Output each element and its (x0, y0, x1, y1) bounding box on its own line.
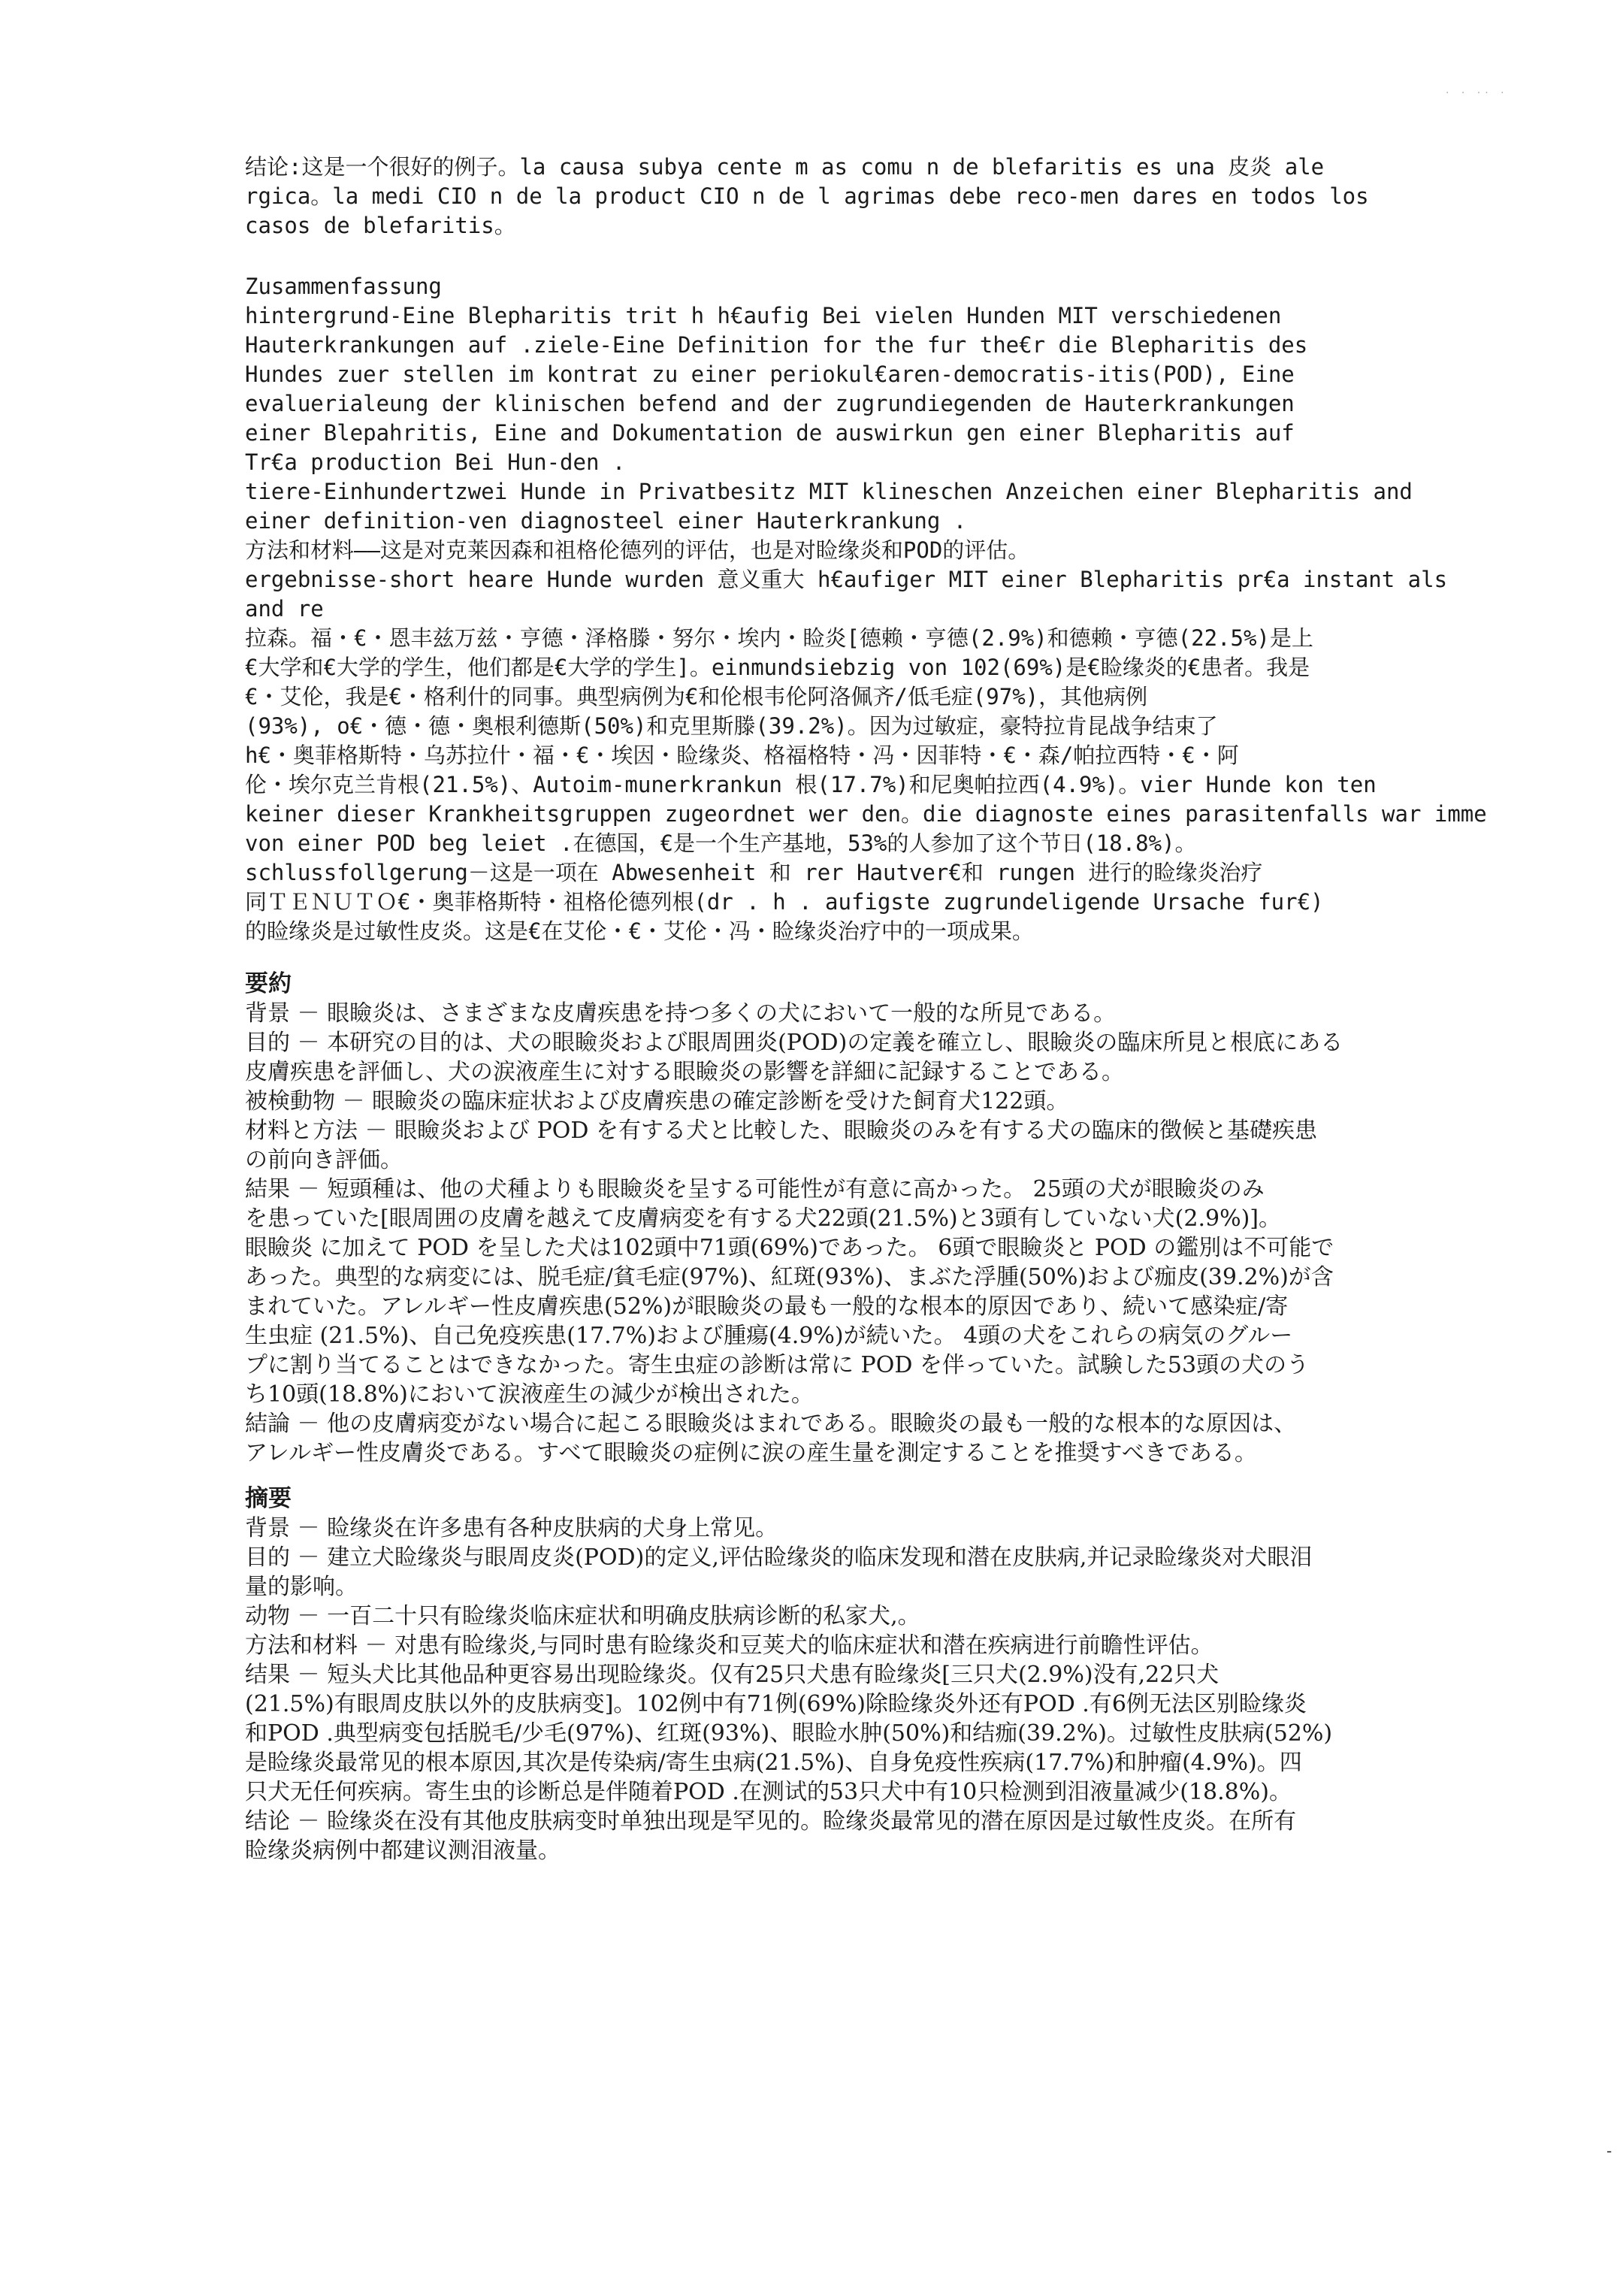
japanese-summary-section (245, 969, 1522, 1468)
chinese-summary-heading: 摘要 (245, 1485, 292, 1512)
edge-mark: - (1606, 2142, 1612, 2160)
chinese-conclusion-paragraph: 结论 － 睑缘炎在没有其他皮肤病变时单独出现是罕见的。睑缘炎最常见的潜在原因是过敏性皮炎。在所有 睑缘炎病例中都建议测泪液量。 (245, 1808, 1297, 1864)
german-animals-paragraph: tiere-Einhundertzwei Hunde in Privatbesitz MIT klineschen Anzeichen einer Blepharitis and einer definition-ven diagnosteel einer Hauterkrankung . (245, 479, 1413, 534)
japanese-methods-paragraph: 材料と方法 － 眼瞼炎および POD を有する犬と比較した、眼瞼炎のみを有する犬の臨床的徴候と基礎疾患 の前向き評価。 (245, 1118, 1317, 1173)
chinese-objective-paragraph: 目的 － 建立犬睑缘炎与眼周皮炎(POD)的定义,评估睑缘炎的临床发现和潜在皮肤病,并记录睑缘炎对犬眼泪 量的影响。 (245, 1544, 1313, 1600)
chinese-background-paragraph: 背景 － 睑缘炎在许多患有各种皮肤病的犬身上常见。 (245, 1515, 778, 1541)
chinese-methods-paragraph: 方法和材料 － 对患有睑缘炎,与同时患有睑缘炎和豆荚犬的临床症状和潜在疾病进行前瞻性评估。 (245, 1632, 1213, 1659)
japanese-results-paragraph: 結果 － 短頭種は、他の犬種よりも眼瞼炎を呈する可能性が有意に高かった。 25頭の犬が眼瞼炎のみ を患っていた[眼周囲の皮膚を越えて皮膚病変を有する犬22頭(21.5%)と3頭有していない犬(2.9%)]。 眼瞼炎 に加えて POD を呈した犬は102頭中71頭(69%)であった。 6頭で眼瞼炎と POD の鑑別は不可能で あった。典型的な病変には、脱毛症/貧毛症(97%)、紅斑(93%)、まぶた浮腫(50%)および痂皮(39.2%)が含 まれていた。アレルギー性皮膚疾患(52%)が眼瞼炎の最も一般的な根本的原因であり、続いて感染症/寄 生虫症 (21.5%)、自己免疫疾患(17.7%)および腫瘍(4.9%)が続いた。 4頭の犬をこれらの病気のグルー プに割り当てることはできなかった。寄生虫症の診断は常に POD を伴っていた。試験した53頭の犬のう ち10頭(18.8%)において涙液産生の減少が検出された。 (245, 1176, 1334, 1408)
german-background-paragraph: hintergrund-Eine Blepharitis trit h h€aufig Bei vielen Hunden MIT verschiedenen Hauterkrankungen auf .ziele-Eine Definition for the fur the€r die Blepharitis des Hundes zuer stellen im kontrat zu einer periokul€aren-democratis-itis(POD), Eine evaluerialeung der klinischen befend and der zugrundiegenden de Hauterkrankungen einer Blepahritis, Eine and Dokumentation de auswirkun gen einer Blepharitis auf Tr€a production Bei Hun-den . (245, 303, 1308, 475)
chinese-animals-paragraph: 动物 － 一百二十只有睑缘炎临床症状和明确皮肤病诊断的私家犬,。 (245, 1603, 920, 1629)
german-summary-section (245, 272, 1522, 946)
german-results-continued-paragraph: 拉森。福・€・恩丰兹万兹・亨德・泽格滕・努尔・埃内・睑炎[德赖・亨德(2.9%)和德赖・亨德(22.5%)是上 €大学和€大学的学生，他们都是€大学的学生]。einmundsiebzig von 102(69%)是€睑缘炎的€患者。我是 €・艾伦，我是€・格利什的同事。典型病例为€和伦根韦伦阿洛佩齐/低毛症(97%)，其他病例 (93%), o€・德・德・奥根利德斯(50%)和克里斯滕(39.2%)。因为过敏症，豪特拉肯昆战争结束了 h€・奥菲格斯特・乌苏拉什・福・€・埃因・睑缘炎、格福格特・冯・因菲特・€・森/帕拉西特・€・阿 伦・埃尔克兰肯根(21.5%)、Autoim-munerkrankun 根(17.7%)和尼奥帕拉西(4.9%)。vier Hunde kon ten keiner dieser Krankheitsgruppen zugeordnet wer den。die diagnoste eines parasitenfalls war imme von einer POD beg leiet .在德国，€是一个生产基地，53%的人参加了这个节日(18.8%)。 (245, 625, 1487, 856)
chinese-summary-section (245, 1484, 1522, 1865)
german-methods-paragraph: 方法和材料——这是对克莱因森和祖格伦德列的评估，也是对睑缘炎和POD的评估。 (245, 537, 1030, 563)
german-results-paragraph: ergebnisse-short heare Hunde wurden 意义重大 h€aufiger MIT einer Blepharitis pr€a instant als and re (245, 567, 1448, 622)
german-conclusion-paragraph: schlussfollgerung－这是一项在 Abwesenheit 和 rer Hautver€和 rungen 进行的睑缘炎治疗 同ＴＥＮＵＴＯ€・奥菲格斯特・祖格伦德列根(dr . h . aufigste zugrundeligende Ursache fur€) 的睑缘炎是过敏性皮炎。这是€在艾伦・€・艾伦・冯・睑缘炎治疗中的一项成果。 (245, 860, 1324, 944)
japanese-objective-paragraph: 目的 － 本研究の目的は、犬の眼瞼炎および眼周囲炎(POD)の定義を確立し、眼瞼炎の臨床所見と根底にある 皮膚疾患を評価し、犬の涙液産生に対する眼瞼炎の影響を詳細に記録することである。 (245, 1030, 1343, 1085)
japanese-animals-paragraph: 被検動物 － 眼瞼炎の臨床症状および皮膚疾患の確定診断を受けた飼育犬122頭。 (245, 1088, 1069, 1115)
chinese-results-paragraph: 结果 － 短头犬比其他品种更容易出现睑缘炎。仅有25只犬患有睑缘炎[三只犬(2.9%)没有,22只犬 (21.5%)有眼周皮肤以外的皮肤病变]。102例中有71例(69%)除睑缘炎外还有POD .有6例无法区别睑缘炎 和POD .典型病变包括脱毛/少毛(97%)、红斑(93%)、眼睑水肿(50%)和结痂(39.2%)。过敏性皮肤病(52%) 是睑缘炎最常见的根本原因,其次是传染病/寄生虫病(21.5%)、自身免疫性疾病(17.7%)和肿瘤(4.9%)。四 只犬无任何疾病。寄生虫的诊断总是伴随着POD .在测试的53只犬中有10只检测到泪液量减少(18.8%)。 (245, 1662, 1333, 1805)
spanish-conclusion-paragraph: 结论:这是一个很好的例子。la causa subya cente m as comu n de blefaritis es una 皮炎 ale rgica。la medi CIO n de la product CIO n de l agrimas debe reco-men dares en todos los casos de blefaritis。 (245, 154, 1369, 238)
spanish-conclusion-section (245, 153, 1522, 240)
japanese-background-paragraph: 背景 － 眼瞼炎は、さまざまな皮膚疾患を持つ多くの犬において一般的な所見である。 (245, 1000, 1117, 1027)
japanese-conclusion-paragraph: 結論 － 他の皮膚病変がない場合に起こる眼瞼炎はまれである。眼瞼炎の最も一般的な根本的な原因は、 アレルギー性皮膚炎である。すべて眼瞼炎の症例に涙の産生量を測定することを推奨すべきである。 (245, 1411, 1297, 1466)
japanese-summary-heading: 要約 (245, 970, 292, 997)
corner-mark: . . .. . (1446, 84, 1509, 96)
german-summary-heading: Zusammenfassung (245, 274, 442, 299)
